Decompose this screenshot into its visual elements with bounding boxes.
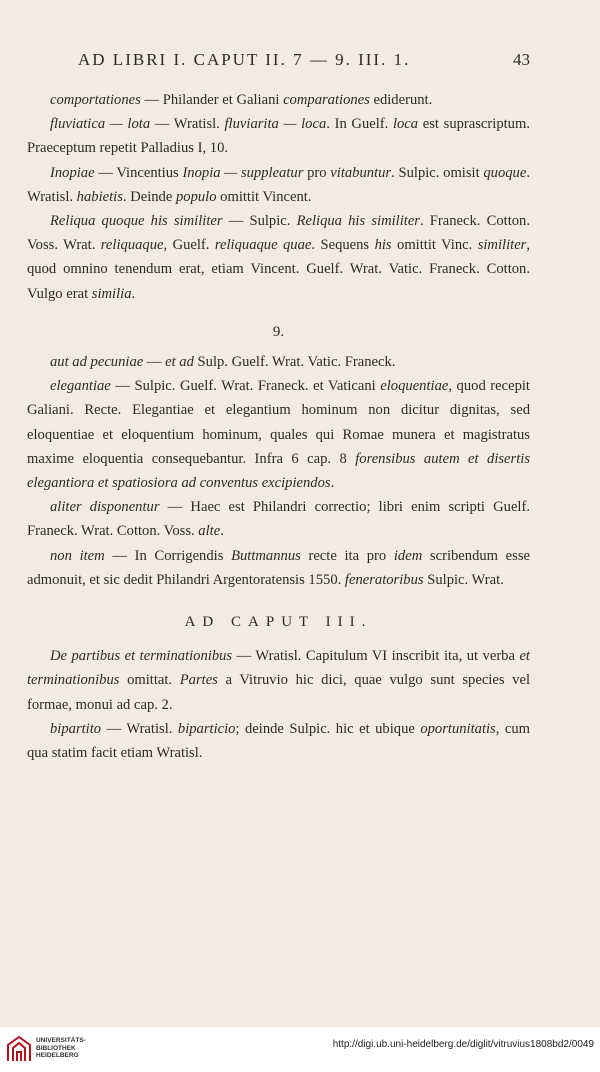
footer-bar — [0, 1027, 600, 1072]
header-title: AD LIBRI I. CAPUT II. 7 — 9. III. 1. — [78, 50, 411, 69]
paragraph: Reliqua quoque his similiter — Sulpic. Reliqua his similiter. Franeck. Cotton. Voss. Wrat. reliquaque, Guelf. reliquaque quae. Sequens his omittit Vinc. similiter, quod omnino tenendum erat, etiam Vincent. Guelf. Wrat. Vatic. Franeck. Cotton. Vulgo erat similia. — [27, 213, 531, 302]
paragraph: Inopiae — Vincentius Inopia — suppleatur pro vitabuntur. Sulpic. omisit quoque. Wratisl. habietis. Deinde populo omittit Vincent. — [27, 164, 530, 205]
chapter-heading: AD CAPUT III. — [184, 614, 373, 631]
heidelberg-library-logo-icon — [6, 1035, 32, 1063]
page-number: 43 — [513, 50, 530, 69]
section-number: 9. — [272, 323, 285, 340]
source-url[interactable]: http://digi.ub.uni-heidelberg.de/diglit/vitruvius1808bd2/0049 — [332, 1039, 594, 1050]
paragraph: aut ad pecuniae — et ad Sulp. Guelf. Wrat. Vatic. Franeck. — [50, 354, 396, 371]
paragraph: elegantiae — Sulpic. Guelf. Wrat. Franeck. et Vaticani eloquentiae, quod recepit Galiani. Recte. Elegantiae et elegantium hominum non dicitur dignitas, sed eloquentiae et eloquentium hominum, quales qui Romae munera et magistratus maxime eloquentia consequebantur. Infra 6 cap. 8 forensibus autem et disertis elegantiora et spatiosiora ad conventus excipiendos. — [27, 378, 531, 492]
paragraph: aliter disponentur — Haec est Philandri correctio; libri enim scripti Guelf. Franeck. Wrat. Cotton. Voss. alte. — [27, 499, 530, 540]
paragraph: non item — In Corrigendis Buttmannus recte ita pro idem scribendum esse admonuit, et sic dedit Philandri Argentoratensis 1550. feneratoribus Sulpic. Wrat. — [27, 547, 530, 588]
paragraph: bipartito — Wratisl. biparticio; deinde Sulpic. hic et ubique oportunitatis, cum qua statim facit etiam Wratisl. — [27, 720, 531, 762]
paragraph: De partibus et terminationibus — Wratisl. Capitulum VI inscribit ita, ut verba et terminationibus omittat. Partes a Vitruvio hic dici, quae vulgo sunt species vel formae, monui ad cap. 2. — [27, 648, 530, 713]
commentary-text — [27, 88, 530, 765]
running-header — [78, 50, 530, 70]
library-name: UNIVERSITÄTS- BIBLIOTHEK HEIDELBERG — [36, 1037, 86, 1059]
paragraph: fluviatica — lota — Wratisl. fluviarita — loca. In Guelf. loca est suprascriptum. Praeceptum repetit Palladius I, 10. — [27, 116, 530, 157]
paragraph: comportationes — Philander et Galiani comparationes ediderunt. — [50, 92, 433, 108]
